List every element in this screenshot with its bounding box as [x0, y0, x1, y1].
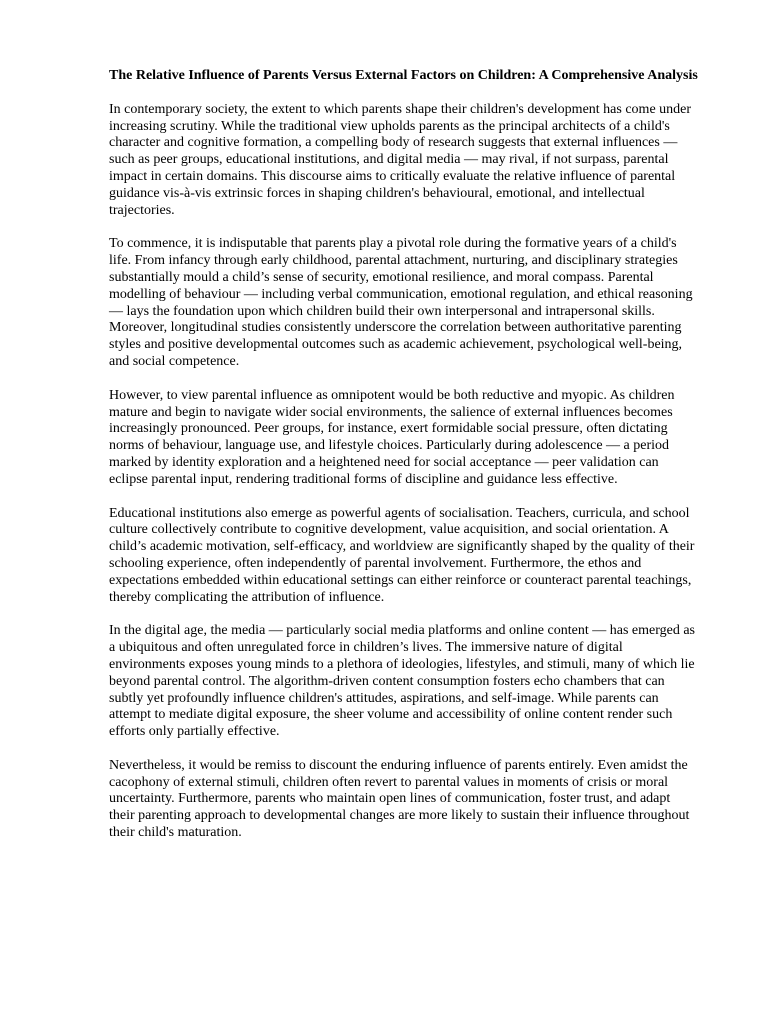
paragraph-digital-media: In the digital age, the media — particularly social media platforms and online content — has emerged as a ubiquitous and often unregulated force in children’s lives. The immersive nature of digital environments exposes young minds to a plethora of ideologies, lifestyles, and stimuli, many of which lie beyond parental control. The algorithm-driven content consumption fosters echo chambers that can subtly yet profoundly influence children's attitudes, aspirations, and self-image. While parents can attempt to mediate digital exposure, the sheer volume and accessibility of online content render such efforts only partially effective.: [109, 623, 695, 740]
paragraph-introduction: In contemporary society, the extent to which parents shape their children's development has come under increasing scrutiny. While the traditional view upholds parents as the principal architects of a child's character and cognitive formation, a compelling body of research suggests that external influences — such as peer groups, educational institutions, and digital media — may rival, if not surpass, parental impact in certain domains. This discourse aims to critically evaluate the relative influence of parental guidance vis-à-vis extrinsic forces in shaping children's behavioural, emotional, and intellectual trajectories.: [109, 101, 692, 218]
document-title: The Relative Influence of Parents Versus External Factors on Children: A Comprehensive Analysis: [109, 68, 698, 83]
paragraph-parental-role: To commence, it is indisputable that parents play a pivotal role during the formative years of a child's life. From infancy through early childhood, parental attachment, nurturing, and disciplinary strategies substantially mould a child’s sense of security, emotional resilience, and moral compass. Parental modelling of behaviour — including verbal communication, emotional regulation, and ethical reasoning — lays the foundation upon which children build their own interpersonal and intrapersonal skills. Moreover, longitudinal studies consistently underscore the correlation between authoritative parenting styles and positive developmental outcomes such as academic achievement, psychological well-being, and social competence.: [109, 236, 693, 369]
paragraph-education: Educational institutions also emerge as powerful agents of socialisation. Teachers, curricula, and school culture collectively contribute to cognitive development, value acquisition, and social orientation. A child’s academic motivation, self-efficacy, and worldview are significantly shaped by the quality of their schooling experience, often independently of parental involvement. Furthermore, the ethos and expectations embedded within educational settings can either reinforce or counteract parental teachings, thereby complicating the attribution of influence.: [109, 505, 695, 605]
paragraph-peer-influence: However, to view parental influence as omnipotent would be both reductive and myopic. As children mature and begin to navigate wider social environments, the salience of external influences becomes increasingly pronounced. Peer groups, for instance, exert formidable social pressure, often dictating norms of behaviour, language use, and lifestyle choices. Particularly during adolescence — a period marked by identity exploration and a heightened need for social acceptance — peer validation can eclipse parental input, rendering traditional forms of discipline and guidance less effective.: [109, 387, 675, 487]
paragraph-enduring-influence: Nevertheless, it would be remiss to discount the enduring influence of parents entirely. Even amidst the cacophony of external stimuli, children often revert to parental values in moments of crisis or moral uncertainty. Furthermore, parents who maintain open lines of communication, foster trust, and adapt their parenting approach to developmental changes are more likely to sustain their influence throughout their child's maturation.: [109, 757, 690, 841]
document-body: [109, 68, 699, 859]
